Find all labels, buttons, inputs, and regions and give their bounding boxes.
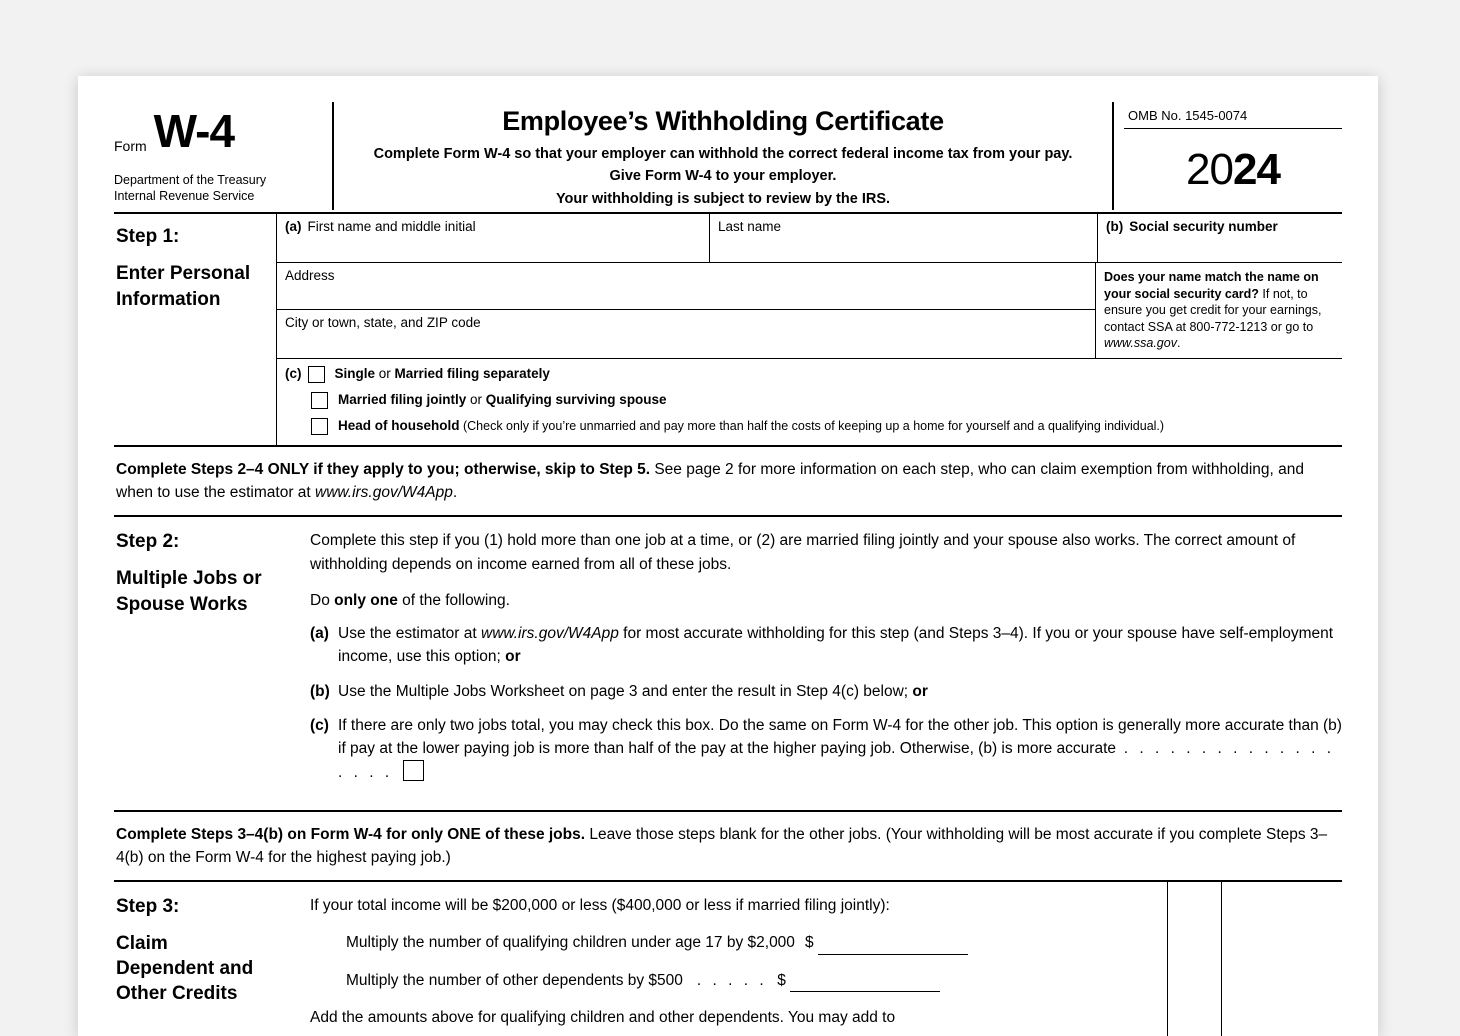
banner2-bold: Complete Steps 3–4(b) on Form W-4 for only ONE of these jobs. [116, 825, 586, 843]
step-1-section [114, 214, 1342, 447]
step-2-label [114, 517, 276, 809]
tax-year [1124, 129, 1342, 210]
option-b-key: (b) [310, 682, 330, 700]
city-state-zip-label: City or town, state, and ZIP code [285, 315, 481, 331]
step-2-option-a [310, 622, 1342, 669]
step-3-subtitle: Claim Dependent and Other Credits [116, 933, 254, 1005]
other-dependents-input[interactable] [790, 976, 940, 992]
last-name-field[interactable] [710, 214, 1098, 262]
filing-status-joint-label: Married filing jointly or Qualifying surviving spouse [338, 391, 667, 407]
option-a-text: Use the estimator at www.irs.gov/W4App for most accurate withholding for this step (and Steps 3–4). If you or your spouse have self-employment income, use this option; or [338, 625, 1334, 666]
option-c-text: If there are only two jobs total, you may check this box. Do the same on Form W-4 for the other job. This option is generally more accurate than (b) if pay at the lower paying job is more than half of the pay at the higher paying job. Otherwise, (b) is more accurate . . . . . . . . . . . . . . . . . . [338, 716, 1342, 782]
label-a: (a) [285, 219, 302, 235]
steps-2-4-instruction [114, 447, 1342, 518]
ssn-label: Social security number [1129, 219, 1278, 235]
step-3-paragraph-2: Add the amounts above for qualifying children and other dependents. You may add to [310, 1008, 896, 1026]
step-3-column-b[interactable] [1221, 882, 1342, 1036]
step-1-subtitle: Enter Personal Information [116, 263, 251, 310]
header-right [1112, 102, 1342, 210]
department-block [114, 173, 324, 210]
header-left [114, 102, 334, 210]
city-state-zip-field[interactable] [277, 310, 1095, 356]
option-c-key: (c) [310, 716, 329, 734]
first-name-label: First name and middle initial [307, 219, 476, 235]
banner1-end: . [452, 484, 458, 502]
step-3-body [276, 882, 1167, 1036]
last-name-label: Last name [718, 219, 782, 235]
step-3-column-a [1167, 882, 1221, 1036]
header-subline-2: Give Form W-4 to your employer. [609, 168, 837, 185]
ssn-field[interactable] [1098, 214, 1342, 262]
tax-year-suffix: 24 [1233, 144, 1280, 194]
ssa-website: www.ssa.gov [1104, 336, 1177, 351]
label-c: (c) [285, 365, 302, 381]
step-3-paragraph-1: If your total income will be $200,000 or less ($400,000 or less if married filing jointly): [310, 897, 890, 915]
dollar-sign-2: $ [777, 971, 786, 989]
document-page [78, 76, 1378, 1036]
qualifying-children-line [310, 931, 1167, 954]
w4app-link-2[interactable]: www.irs.gov/W4App [481, 625, 619, 643]
dollar-sign-1: $ [804, 934, 814, 952]
step-2-body [276, 517, 1342, 809]
checkbox-single-or-married-separately[interactable] [308, 366, 325, 383]
qualifying-children-input[interactable] [818, 939, 968, 955]
filing-status-hoh-label: Head of household (Check only if you’re unmarried and pay more than half the costs of keeping up a home for yourself and a qualifying individual.) [338, 417, 1165, 433]
other-dependents-text: Multiply the number of other dependents by $500 [346, 971, 683, 989]
ssn-note-question: Does your name match the name on your social security card? [1104, 270, 1319, 301]
step-3-amount-columns [1167, 882, 1342, 1036]
step-1-title: Step 1: [116, 226, 180, 248]
checkbox-head-of-household[interactable] [311, 418, 328, 435]
qualifying-children-text: Multiply the number of qualifying children under age 17 by $2,000 [346, 934, 795, 952]
filing-status-group [277, 359, 1342, 445]
step-2-subtitle: Multiple Jobs or Spouse Works [116, 568, 262, 615]
department-line-2: Internal Revenue Service [114, 188, 255, 203]
header-center [334, 102, 1112, 210]
option-b-text: Use the Multiple Jobs Worksheet on page 3 and enter the result in Step 4(c) below; or [338, 682, 928, 700]
address-field[interactable] [277, 263, 1095, 310]
checkbox-two-jobs-total[interactable] [403, 760, 424, 781]
irs-form-w4 [78, 76, 1378, 1036]
address-label: Address [285, 268, 335, 284]
step-2-section [114, 517, 1342, 811]
ssn-name-match-note [1096, 263, 1342, 358]
filing-status-single-label: Single or Married filing separately [334, 365, 550, 381]
step-1-label [114, 214, 277, 445]
step-3-label [114, 882, 276, 1036]
filing-status-row-hoh[interactable] [285, 418, 1336, 435]
header-subline-3: Your withholding is subject to review by the IRS. [555, 190, 891, 207]
form-number: W-4 [153, 105, 235, 157]
other-dependents-line [310, 969, 1167, 992]
omb-number: OMB No. 1545-0074 [1124, 102, 1342, 129]
option-a-key: (a) [310, 625, 329, 643]
step-3-section [114, 882, 1342, 1036]
step-2-option-b [310, 680, 1342, 703]
banner2-text: Leave those steps blank for the other jobs. (Your withholding will be most accurate if you complete Steps 3–4(b) on the Form W-4 for the highest paying job.) [116, 825, 1328, 866]
step-2-paragraph-1: Complete this step if you (1) hold more than one job at a time, or (2) are married filing jointly and your spouse also works. The correct amount of withholding depends on income earned from all of these jobs. [310, 532, 1296, 573]
banner1-bold: Complete Steps 2–4 ONLY if they apply to you; otherwise, skip to Step 5. [116, 460, 651, 478]
first-name-field[interactable] [277, 214, 710, 262]
step-2-option-c [310, 714, 1342, 785]
tax-year-prefix: 20 [1186, 144, 1233, 194]
step-3-title: Step 3: [116, 896, 180, 918]
steps-3-4b-instruction [114, 812, 1342, 883]
form-title: Employee’s Withholding Certificate [502, 106, 944, 136]
leader-dots: . . . . . . . . . . . . . . . . . . [338, 740, 1335, 782]
banner1-text: See page 2 for more information on each step, who can claim exemption from withholding, and when to use the estimator at [116, 460, 1304, 502]
filing-status-row-joint[interactable] [285, 392, 1336, 409]
ssn-note-body: If not, to ensure you get credit for your earnings, contact SSA at 800-772-1213 or go to [1104, 286, 1322, 334]
filing-status-row-single[interactable] [285, 366, 1336, 383]
w4app-link-1[interactable]: www.irs.gov/W4App [315, 484, 453, 502]
form-header [114, 102, 1342, 214]
ssn-note-end: . [1176, 336, 1181, 351]
checkbox-married-filing-jointly[interactable] [311, 392, 328, 409]
step-2-paragraph-2: Do only one of the following. [310, 591, 510, 609]
leader-dots-2: . . . . . [696, 971, 768, 989]
header-subline-1: Complete Form W-4 so that your employer can withhold the correct federal income tax from your pay. [373, 146, 1073, 162]
step-2-title: Step 2: [116, 531, 180, 553]
label-b: (b) [1106, 219, 1124, 235]
department-line-1: Department of the Treasury [114, 173, 267, 188]
form-word-label: Form [114, 137, 147, 154]
